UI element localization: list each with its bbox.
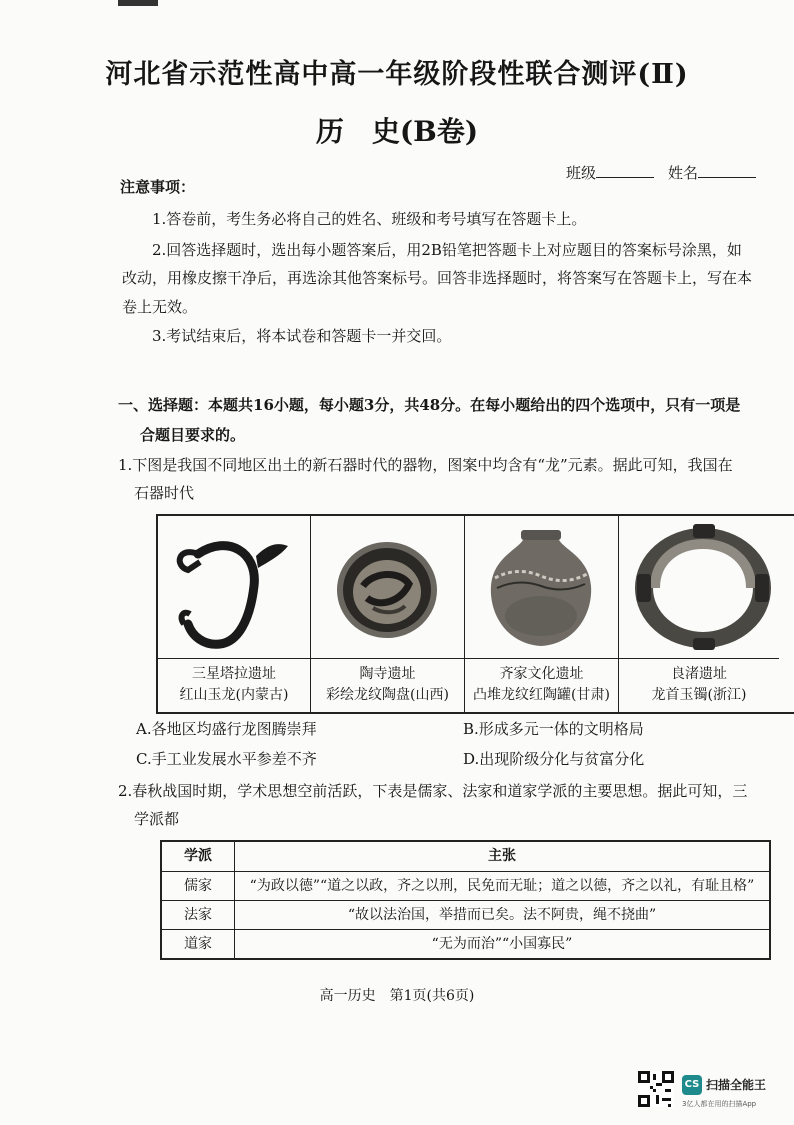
qr-code-icon bbox=[638, 1071, 674, 1107]
q1-stem-line-2: 石器时代 bbox=[134, 484, 195, 502]
artifact-name: 凸堆龙纹红陶罐(甘肃) bbox=[473, 687, 610, 703]
artifact-caption bbox=[311, 664, 464, 706]
table-row bbox=[162, 871, 769, 901]
artifact-caption bbox=[465, 664, 618, 706]
q1-option-d[interactable]: D.出现阶级分化与贫富分化 bbox=[463, 750, 645, 768]
notice-item-2-line-1: 2.回答选择题时，选出每小题答案后，用2B铅笔把答题卡上对应题目的答案标号涂黑，如 bbox=[152, 241, 742, 259]
q1-stem-line-1: 1.下图是我国不同地区出土的新石器时代的器物，图案中均含有“龙”元素。据此可知，我国在 bbox=[118, 456, 733, 474]
artifact-cell bbox=[311, 516, 465, 712]
jade-dragon-image bbox=[158, 516, 310, 659]
q1-option-b[interactable]: B.形成多元一体的文明格局 bbox=[463, 720, 644, 738]
table-header-school: 学派 bbox=[162, 842, 235, 871]
jade-bracelet-icon bbox=[619, 516, 779, 658]
artifact-cell bbox=[158, 516, 311, 712]
q1-option-a[interactable]: A.各地区均盛行龙图腾崇拜 bbox=[136, 720, 317, 738]
camscanner-name: 扫描全能王 bbox=[706, 1078, 767, 1092]
q2-stem-line-2: 学派都 bbox=[134, 810, 180, 828]
name-field bbox=[668, 162, 756, 183]
section-1-instructions-line-1: 一、选择题：本题共16小题，每小题3分，共48分。在每小题给出的四个选项中，只有一项是 bbox=[118, 396, 741, 414]
table-header-claim: 主张 bbox=[488, 848, 516, 864]
artifact-site: 三星塔拉遗址 bbox=[192, 666, 276, 682]
jade-bracelet-image bbox=[619, 516, 779, 659]
notice-item-3: 3.考试结束后，将本试卷和答题卡一并交回。 bbox=[152, 327, 452, 345]
schools-table bbox=[160, 840, 771, 960]
table-row bbox=[162, 900, 769, 930]
exam-title: 河北省示范性高中高一年级阶段性联合测评(Ⅱ) bbox=[105, 59, 689, 90]
name-label: 姓名 bbox=[668, 164, 699, 182]
pottery-jar-image bbox=[465, 516, 618, 659]
pottery-jar-icon bbox=[465, 516, 618, 658]
subject-title: 历 史(B卷) bbox=[315, 115, 479, 148]
table-claim: “无为而治”“小国寡民” bbox=[431, 936, 573, 952]
page-footer: 高一历史 第1页(共6页) bbox=[319, 988, 475, 1004]
table-header-row bbox=[162, 842, 769, 871]
name-blank bbox=[698, 163, 756, 178]
table-claim: “为政以德”“道之以政，齐之以刑，民免而无耻；道之以德，齐之以礼，有耻且格” bbox=[249, 878, 755, 894]
artifact-site: 良渚遗址 bbox=[671, 666, 727, 682]
artifact-cell bbox=[465, 516, 619, 712]
artifact-site: 陶寺遗址 bbox=[359, 666, 416, 682]
class-field bbox=[566, 162, 654, 183]
table-school: 儒家 bbox=[162, 872, 235, 901]
artifact-name: 龙首玉镯(浙江) bbox=[651, 687, 747, 703]
q1-option-c[interactable]: C.手工业发展水平参差不齐 bbox=[136, 750, 317, 768]
notice-heading: 注意事项： bbox=[120, 178, 196, 196]
artifact-caption bbox=[619, 664, 779, 706]
table-claim: “故以法治国，举措而已矣。法不阿贵，绳不挠曲” bbox=[347, 907, 657, 923]
painted-plate-icon bbox=[311, 516, 464, 658]
camscanner-tagline: 3亿人都在用的扫描App bbox=[682, 1100, 757, 1108]
jade-dragon-icon bbox=[158, 516, 310, 658]
section-1-instructions-line-2: 合题目要求的。 bbox=[140, 426, 246, 444]
table-school: 法家 bbox=[162, 901, 235, 930]
table-row bbox=[162, 929, 769, 959]
artifact-site: 齐家文化遗址 bbox=[499, 666, 584, 682]
notice-item-2-line-2: 改动，用橡皮擦干净后，再选涂其他答案标号。回答非选择题时，将答案写在答题卡上，写在本 bbox=[122, 269, 753, 287]
artifact-figure bbox=[156, 514, 794, 714]
notice-item-1: 1.答卷前，考生务必将自己的姓名、班级和考号填写在答题卡上。 bbox=[152, 210, 587, 228]
artifact-name: 红山玉龙(内蒙古) bbox=[179, 687, 289, 703]
class-blank bbox=[596, 163, 654, 178]
table-school: 道家 bbox=[162, 930, 235, 959]
artifact-name: 彩绘龙纹陶盘(山西) bbox=[326, 687, 449, 703]
artifact-cell bbox=[619, 516, 779, 712]
notice-item-2-line-3: 卷上无效。 bbox=[122, 298, 198, 316]
painted-plate-image bbox=[311, 516, 464, 659]
class-label: 班级 bbox=[566, 164, 597, 182]
q2-stem-line-1: 2.春秋战国时期，学术思想空前活跃，下表是儒家、法家和道家学派的主要思想。据此可知，三 bbox=[118, 782, 748, 800]
scan-mark bbox=[118, 0, 158, 6]
camscanner-logo: CS bbox=[682, 1075, 702, 1095]
artifact-caption bbox=[158, 664, 310, 706]
